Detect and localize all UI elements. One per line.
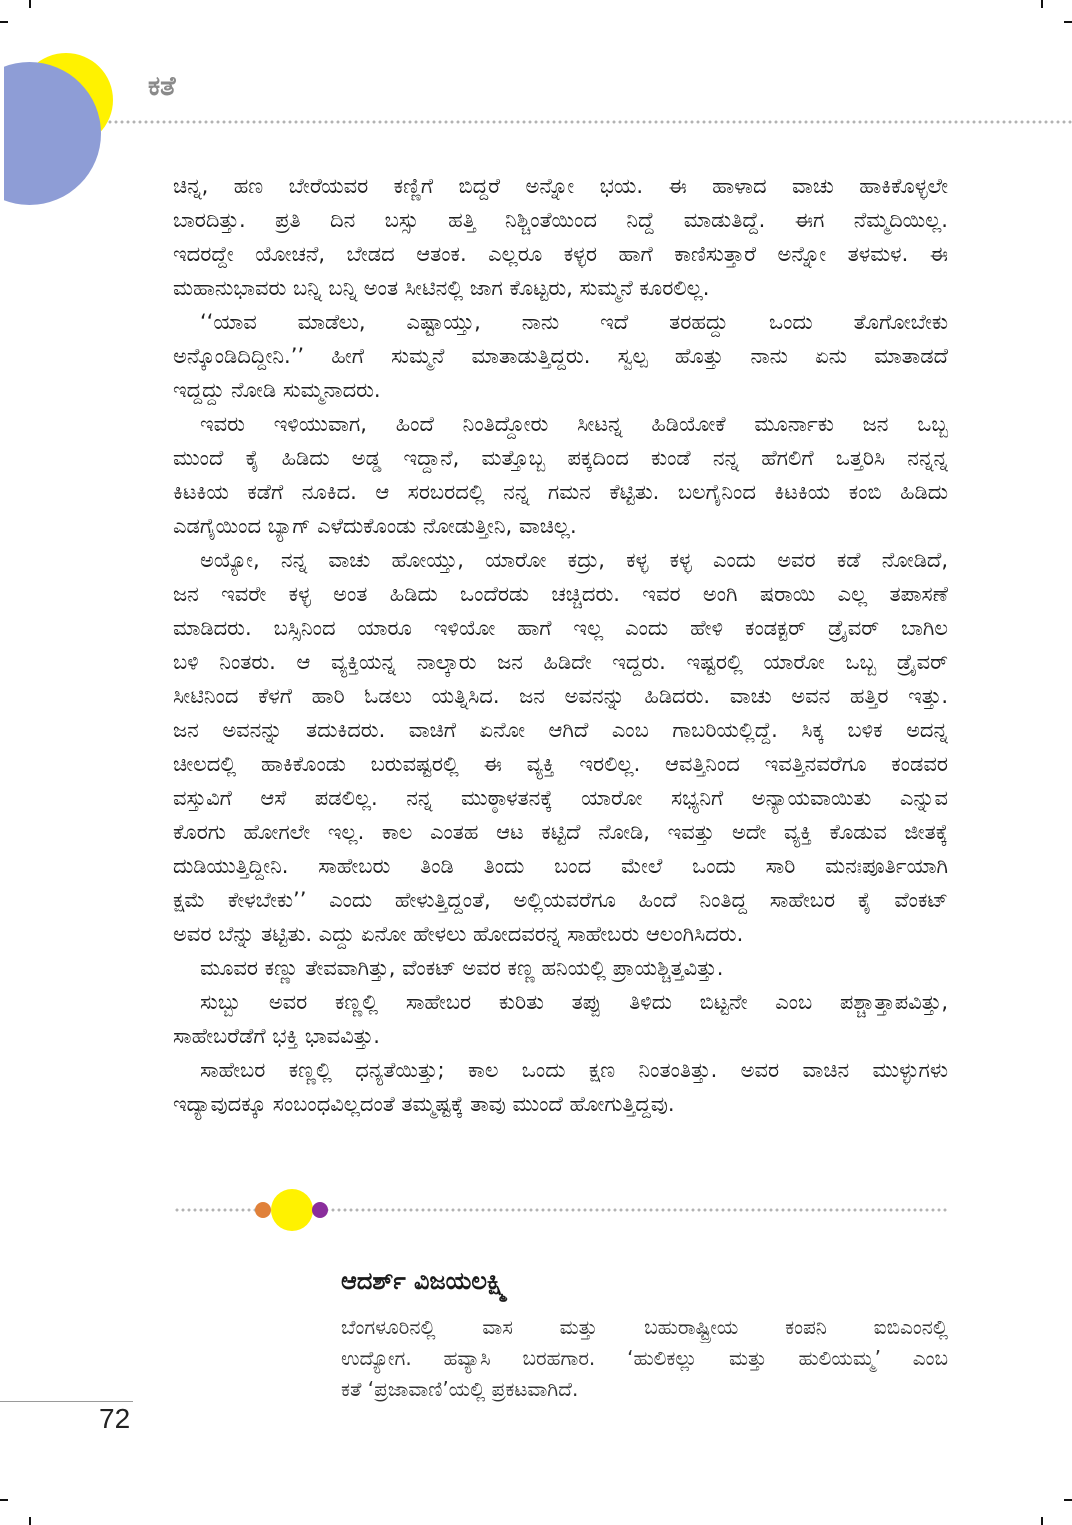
crop-mark: [29, 1517, 31, 1525]
story-line: ಸಾಹೇಬರ ಕಣ್ಣಲ್ಲಿ ಧನ್ಯತೆಯಿತ್ತು; ಕಾಲ ಒಂದು ಕ್ಷಣ ನಿಂತಂತಿತ್ತು. ಅವರ ವಾಚಿನ ಮುಳ್ಳುಗಳು: [200, 1058, 948, 1082]
story-line: ಇವರು ಇಳಿಯುವಾಗ, ಹಿಂದೆ ನಿಂತಿದ್ದೋರು ಸೀಟನ್ನ ಹಿಡಿಯೋಕೆ ಮೂರ್ನಾಕು ಜನ ಒಬ್ಬ: [200, 412, 948, 436]
story-paragraph: [173, 543, 948, 951]
crop-mark: [1064, 1499, 1072, 1501]
story-line: ಚೀಲದಲ್ಲಿ ಹಾಕಿಕೊಂಡು ಬರುವಷ್ಟರಲ್ಲಿ ಈ ವ್ಯಕ್ತಿ ಇರಲಿಲ್ಲ. ಆವತ್ತಿನಿಂದ ಇವತ್ತಿನವರೆಗೂ ಕಂಡವರ: [173, 752, 948, 776]
story-line: ಇದ್ಯಾವುದಕ್ಕೂ ಸಂಬಂಧವಿಲ್ಲದಂತೆ ತಮ್ಮಷ್ಟಕ್ಕೆ ತಾವು ಮುಂದೆ ಹೋಗುತ್ತಿದ್ದವು.: [173, 1092, 675, 1116]
author-bio-line: ಕತೆ ‘ಪ್ರಜಾವಾಣಿ’ಯಲ್ಲಿ ಪ್ರಕಟವಾಗಿದೆ.: [341, 1377, 579, 1401]
story-line: ದುಡಿಯುತ್ತಿದ್ದೀನಿ. ಸಾಹೇಬರು ತಿಂಡಿ ತಿಂದು ಬಂದ ಮೇಲೆ ಒಂದು ಸಾರಿ ಮನಃಪೂರ್ತಿಯಾಗಿ: [173, 854, 948, 878]
story-line: ಕಿಟಕಿಯ ಕಡೆಗೆ ನೂಕಿದ. ಆ ಸರಬರದಲ್ಲಿ ನನ್ನ ಗಮನ ಕೆಟ್ಟಿತು. ಬಲಗೈನಿಂದ ಕಿಟಕಿಯ ಕಂಬಿ ಹಿಡಿದು: [173, 480, 948, 504]
story-line: ಜನ ಇವರೇ ಕಳ್ಳ ಅಂತ ಹಿಡಿದು ಒಂದೆರಡು ಚಚ್ಚಿದರು. ಇವರ ಅಂಗಿ ಷರಾಯಿ ಎಲ್ಲ ತಪಾಸಣೆ: [173, 582, 948, 606]
story-line: ಮುಂದೆ ಕೈ ಹಿಡಿದು ಅಡ್ಡ ಇದ್ದಾನೆ, ಮತ್ತೊಬ್ಬ ಪಕ್ಕದಿಂದ ಕುಂಡೆ ನನ್ನ ಹೆಗಲಿಗೆ ಒತ್ತರಿಸಿ ನನ್ನನ್ನ: [173, 446, 948, 470]
story-line: ಮಾಡಿದರು. ಬಸ್ಸಿನಿಂದ ಯಾರೂ ಇಳಿಯೋ ಹಾಗೆ ಇಲ್ಲ ಎಂದು ಹೇಳಿ ಕಂಡಕ್ಟರ್ ಡ್ರೈವರ್ ಬಾಗಿಲ: [173, 616, 948, 640]
story-line: ಇದ್ದದ್ದು ನೋಡಿ ಸುಮ್ಮನಾದರು.: [173, 378, 381, 402]
story-line: ಕೊರಗು ಹೋಗಲೇ ಇಲ್ಲ. ಕಾಲ ಎಂತಹ ಆಟ ಕಟ್ಟಿದೆ ನೋಡಿ, ಇವತ್ತು ಅದೇ ವ್ಯಕ್ತಿ ಕೊಡುವ ಜೀತಕ್ಕೆ: [173, 820, 948, 844]
story-line: ಮೂವರ ಕಣ್ಣು ತೇವವಾಗಿತ್ತು, ವೆಂಕಟ್ ಅವರ ಕಣ್ಣ ಹನಿಯಲ್ಲಿ ಪ್ರಾಯಶ್ಚಿತ್ತವಿತ್ತು.: [200, 956, 724, 980]
crop-mark: [1041, 0, 1043, 8]
author-bio-line: ಉದ್ಯೋಗ. ಹವ್ಯಾಸಿ ಬರಹಗಾರ. ‘ಹುಲಿಕಲ್ಲು ಮತ್ತು ಹುಲಿಯಮ್ಮ’ ಎಂಬ: [341, 1346, 948, 1370]
story-paragraph: [173, 169, 948, 305]
story-paragraph: [173, 985, 948, 1053]
section-divider: [175, 1188, 948, 1232]
purple-dot-decoration: [312, 1202, 328, 1218]
story-line: ಸೀಟಿನಿಂದ ಕೆಳಗೆ ಹಾರಿ ಓಡಲು ಯತ್ನಿಸಿದ. ಜನ ಅವನನ್ನು ಹಿಡಿದರು. ವಾಚು ಅವನ ಹತ್ತಿರ ಇತ್ತು.: [173, 684, 948, 708]
author-name: ಆದರ್ಶ್ ವಿಜಯಲಕ್ಷ್ಮಿ: [341, 1267, 508, 1295]
story-line: ಬಳಿ ನಿಂತರು. ಆ ವ್ಯಕ್ತಿಯನ್ನ ನಾಲ್ಕಾರು ಜನ ಹಿಡಿದೇ ಇದ್ದರು. ಇಷ್ಟರಲ್ಲಿ ಯಾರೋ ಒಬ್ಬ ಡ್ರೈವರ್: [173, 650, 948, 674]
crop-mark: [1041, 1517, 1043, 1525]
author-bio: [341, 1312, 948, 1405]
story-line: ‘‘ಯಾವ ಮಾಡೆಲು, ಎಷ್ಟಾಯ್ತು, ನಾನು ಇದೆ ತರಹದ್ದು ಒಂದು ತೊಗೋಬೇಕು: [200, 310, 948, 334]
section-title: ಕತೆ: [148, 71, 176, 102]
crop-mark: [0, 1499, 8, 1501]
page-number: 72: [99, 1403, 131, 1434]
orange-dot-decoration: [255, 1202, 271, 1218]
story-line: ಸುಬ್ಬು ಅವರ ಕಣ್ಣಲ್ಲಿ ಸಾಹೇಬರ ಕುರಿತು ತಪ್ಪು ತಿಳಿದು ಬಿಟ್ಟನೇ ಎಂಬ ಪಶ್ಚಾತ್ತಾಪವಿತ್ತು,: [200, 990, 948, 1014]
story-line: ಎಡಗೈಯಿಂದ ಬ್ಯಾಗ್ ಎಳೆದುಕೊಂಡು ನೋಡುತ್ತೀನಿ, ವಾಚಿಲ್ಲ.: [173, 514, 577, 538]
story-line: ಕ್ಷಮೆ ಕೇಳಬೇಕು’’ ಎಂದು ಹೇಳುತ್ತಿದ್ದಂತೆ, ಅಲ್ಲಿಯವರೆಗೂ ಹಿಂದೆ ನಿಂತಿದ್ದ ಸಾಹೇಬರ ಕೈ ವೆಂಕಟ್: [173, 888, 948, 912]
story-line: ಚಿನ್ನ, ಹಣ ಬೇರೆಯವರ ಕಣ್ಣಿಗೆ ಬಿದ್ದರೆ ಅನ್ನೋ ಭಯ. ಈ ಹಾಳಾದ ವಾಚು ಹಾಕಿಕೊಳ್ಳಲೇ: [173, 174, 948, 198]
crop-mark: [1064, 21, 1072, 23]
story-paragraph: [173, 305, 948, 407]
yellow-dot-decoration: [271, 1189, 313, 1231]
story-body: [173, 169, 948, 1121]
story-paragraph: [173, 1053, 948, 1121]
header-dotted-rule: [108, 120, 1072, 124]
story-paragraph: [173, 951, 948, 985]
story-line: ಮಹಾನುಭಾವರು ಬನ್ನಿ ಬನ್ನಿ ಅಂತ ಸೀಟಿನಲ್ಲಿ ಜಾಗ ಕೊಟ್ಟರು, ಸುಮ್ಮನೆ ಕೂರಲಿಲ್ಲ.: [173, 276, 710, 300]
story-line: ಅವರ ಬೆನ್ನು ತಟ್ಟಿತು. ಎದ್ದು ಏನೋ ಹೇಳಲು ಹೋದವರನ್ನ ಸಾಹೇಬರು ಆಲಂಗಿಸಿದರು.: [173, 922, 744, 946]
story-line: ಇದರದ್ದೇ ಯೋಚನೆ, ಬೇಡದ ಆತಂಕ. ಎಲ್ಲರೂ ಕಳ್ಳರ ಹಾಗೆ ಕಾಣಿಸುತ್ತಾರೆ ಅನ್ನೋ ತಳಮಳ. ಈ: [173, 242, 948, 266]
story-paragraph: [173, 407, 948, 543]
story-line: ಜನ ಅವನನ್ನು ತದುಕಿದರು. ವಾಚಿಗೆ ಏನೋ ಆಗಿದೆ ಎಂಬ ಗಾಬರಿಯಲ್ಲಿದ್ದೆ. ಸಿಕ್ಕ ಬಳಿಕ ಅದನ್ನ: [173, 718, 948, 742]
story-line: ಸಾಹೇಬರೆಡೆಗೆ ಭಕ್ತಿ ಭಾವವಿತ್ತು.: [173, 1024, 380, 1048]
story-line: ವಸ್ತುವಿಗೆ ಆಸೆ ಪಡಲಿಲ್ಲ. ನನ್ನ ಮುಠ್ಠಾಳತನಕ್ಕೆ ಯಾರೋ ಸಭ್ಯನಿಗೆ ಅನ್ಯಾಯವಾಯಿತು ಎನ್ನುವ: [173, 786, 948, 810]
story-line: ಅನ್ಕೊಂಡಿದಿದ್ದೀನಿ.’’ ಹೀಗೆ ಸುಮ್ಮನೆ ಮಾತಾಡುತ್ತಿದ್ದರು. ಸ್ವಲ್ಪ ಹೊತ್ತು ನಾನು ಏನು ಮಾತಾಡದೆ: [173, 344, 948, 368]
story-line: ಬಾರದಿತ್ತು. ಪ್ರತಿ ದಿನ ಬಸ್ಸು ಹತ್ತಿ ನಿಶ್ಚಿಂತೆಯಿಂದ ನಿದ್ದೆ ಮಾಡುತಿದ್ದೆ. ಈಗ ನೆಮ್ಮದಿಯಿಲ್ಲ.: [173, 208, 948, 232]
author-bio-line: ಬೆಂಗಳೂರಿನಲ್ಲಿ ವಾಸ ಮತ್ತು ಬಹುರಾಷ್ಟ್ರೀಯ ಕಂಪನಿ ಐಬಿಎಂನಲ್ಲಿ: [341, 1315, 948, 1339]
story-line: ಅಯ್ಯೋ, ನನ್ನ ವಾಚು ಹೋಯ್ತು, ಯಾರೋ ಕದ್ರು, ಕಳ್ಳ ಕಳ್ಳ ಎಂದು ಅವರ ಕಡೆ ನೋಡಿದೆ,: [200, 548, 948, 572]
